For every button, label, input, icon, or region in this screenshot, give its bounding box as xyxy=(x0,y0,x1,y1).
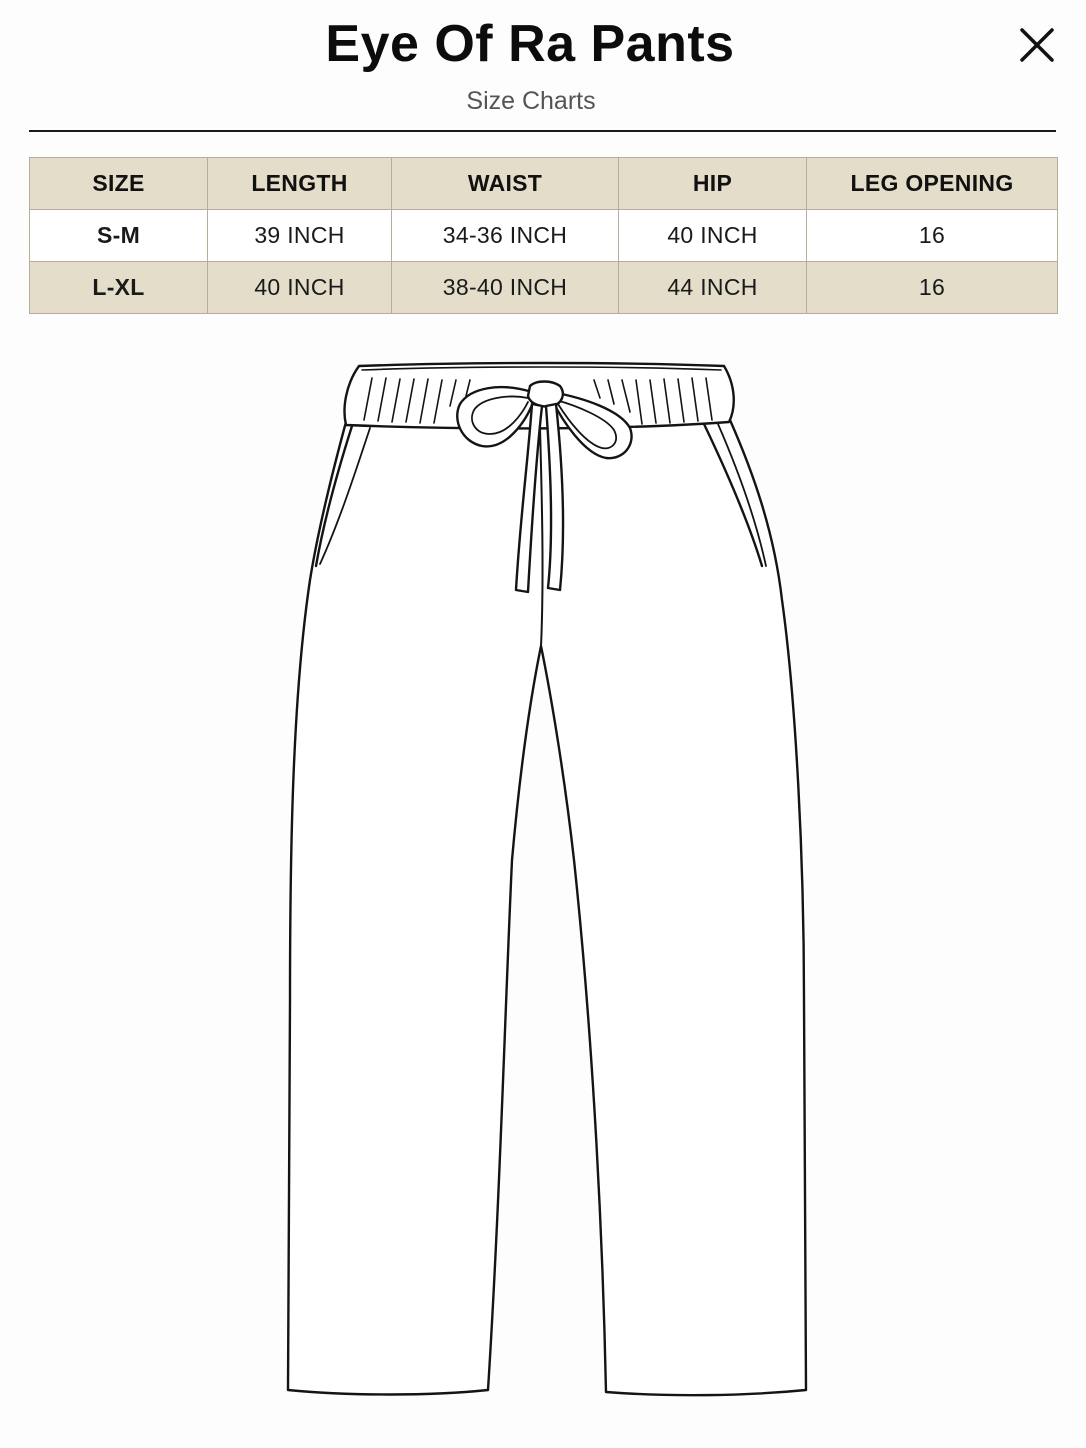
size-cell: L-XL xyxy=(30,262,208,314)
column-header-hip: HIP xyxy=(619,158,807,210)
header-divider xyxy=(29,130,1056,132)
waist-cell: 34-36 INCH xyxy=(392,210,619,262)
table-row xyxy=(30,210,1058,262)
close-button[interactable] xyxy=(1014,22,1060,68)
hip-cell: 44 INCH xyxy=(619,262,807,314)
pants-illustration xyxy=(270,352,830,1412)
column-header-length: LENGTH xyxy=(208,158,392,210)
pants-icon xyxy=(270,352,830,1412)
page-title: Eye Of Ra Pants xyxy=(325,15,735,73)
leg-opening-cell: 16 xyxy=(807,210,1058,262)
hip-cell: 40 INCH xyxy=(619,210,807,262)
table-header-row xyxy=(30,158,1058,210)
length-cell: 39 INCH xyxy=(208,210,392,262)
leg-opening-cell: 16 xyxy=(807,262,1058,314)
waist-cell: 38-40 INCH xyxy=(392,262,619,314)
size-cell: S-M xyxy=(30,210,208,262)
table-row xyxy=(30,262,1058,314)
page-subtitle: Size Charts xyxy=(466,87,596,115)
size-chart-header xyxy=(0,0,1086,132)
column-header-waist: WAIST xyxy=(392,158,619,210)
length-cell: 40 INCH xyxy=(208,262,392,314)
close-icon xyxy=(1014,22,1060,68)
column-header-size: SIZE xyxy=(30,158,208,210)
size-chart-table xyxy=(29,157,1058,314)
column-header-leg-opening: LEG OPENING xyxy=(807,158,1058,210)
